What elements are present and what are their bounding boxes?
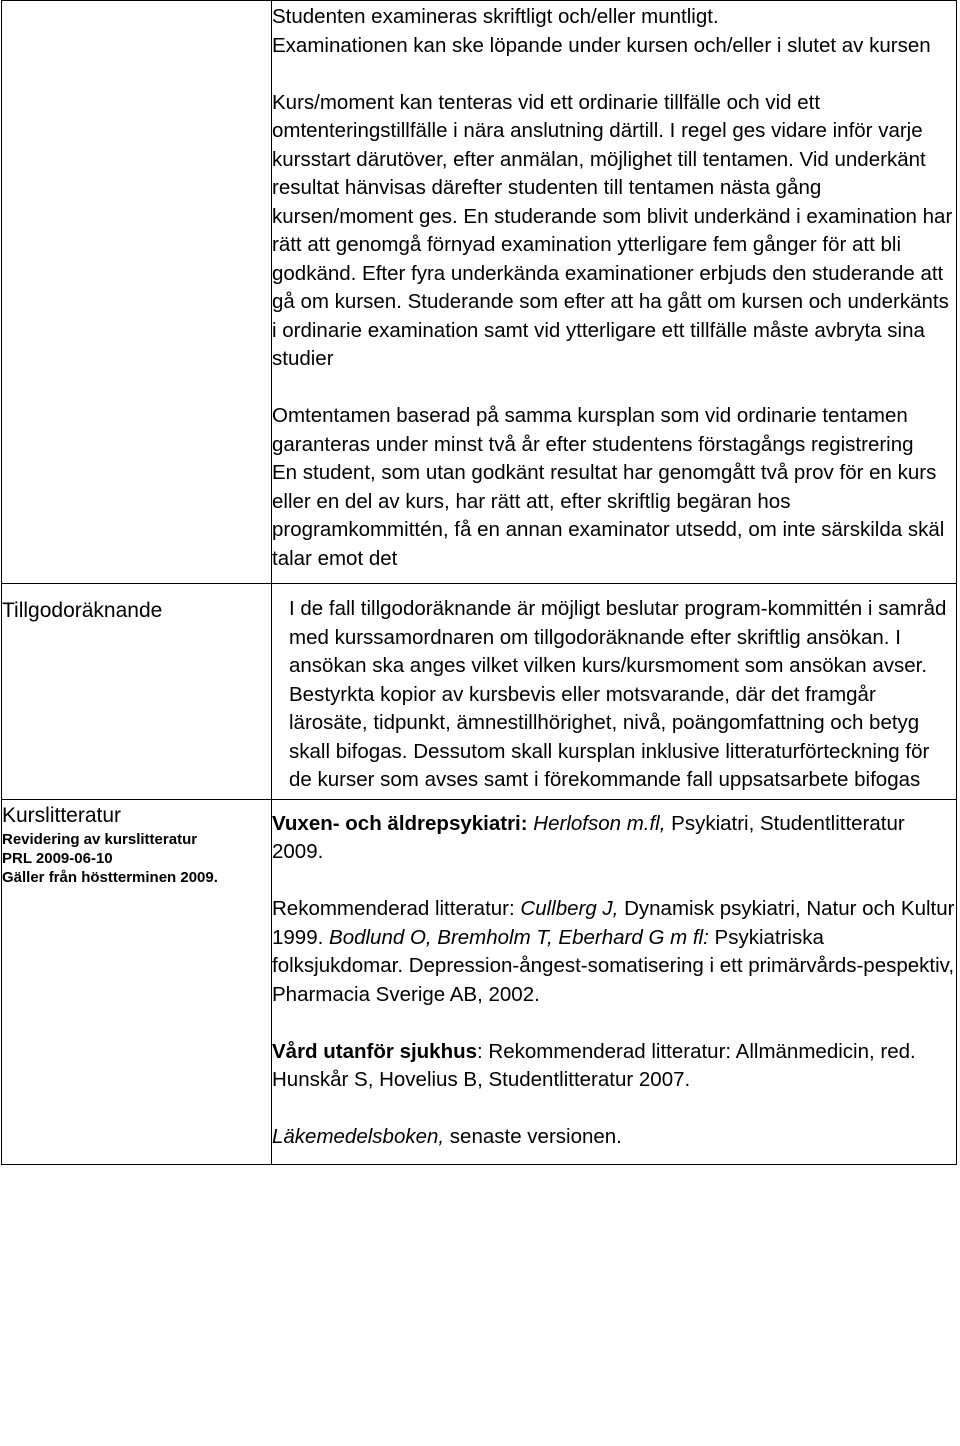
- vard-text: : Rekommenderad litteratur: Allmänmedicin, red. Hunskår S, Hovelius B, Studentlitteratur 2007.: [272, 1039, 916, 1091]
- rek-title-2: Psykiatriska folksjukdomar. Depression-ångest-somatisering i ett primärvårds-pespektiv, Pharmacia Sverige AB, 2002.: [272, 925, 955, 1006]
- litteratur-revision: Revidering av kurslitteratur: [2, 830, 198, 848]
- tillgodo-content-cell: [272, 584, 957, 800]
- tillgodo-row: [2, 584, 957, 800]
- litteratur-content-cell: [272, 799, 957, 1164]
- litteratur-heading: Kurslitteratur: [2, 803, 122, 827]
- rek-author-1: Cullberg J,: [520, 897, 619, 920]
- examination-guarantee: Omtentamen baserad på samma kursplan som vid ordinarie tentamen garanteras under minst två år efter studentens förstagångs registrering: [272, 404, 914, 456]
- tillgodo-heading: Tillgodoräknande: [2, 599, 163, 622]
- examination-new-examiner: En student, som utan godkänt resultat har genomgått två prov för en kurs eller en del av kurs, har rätt att, efter skriftlig begäran hos programkommittén, få en annan examinator utsedd, om inte särskilda skäl talar emot det: [272, 461, 945, 570]
- litteratur-rekommenderad: [272, 895, 956, 1009]
- rek-author-2: Bodlund O, Bremholm T, Eberhard G m fl:: [329, 925, 709, 949]
- examination-row: [2, 1, 957, 584]
- lakemedel-title: Läkemedelsboken,: [272, 1125, 445, 1148]
- rek-title-1: Dynamisk psykiatri, Natur och Kultur 1999.: [272, 897, 955, 949]
- examination-text-1: Studenten examineras skriftligt och/eller muntligt.: [272, 5, 719, 28]
- litteratur-date: PRL 2009-06-10: [2, 849, 113, 867]
- examination-content-cell: [272, 1, 957, 584]
- examination-retake-rules: Kurs/moment kan tenteras vid ett ordinarie tillfälle och vid ett omtenteringstillfälle i nära anslutning därtill. I regel ges vidare inför varje kursstart därutöver, efter anmälan, möjlighet till tentamen. Vid underkänt resultat hänvisas därefter studenten till tentamen nästa gång kursen/moment ges. En studerande som blivit underkänd i examination har rätt att genomgå förnyad examination ytterligare fem gånger för att bli godkänd. Efter fyra underkända examinationer erbjuds den studerande att gå om kursen. Studerande som efter att ha gått om kursen och underkänts i ordinarie examination samt vid ytterligare ett tillfälle måste avbryta sina studier: [272, 90, 953, 370]
- litteratur-vuxen: [272, 810, 956, 867]
- vard-label: Vård utanför sjukhus: [272, 1039, 478, 1063]
- vuxen-title: Psykiatri, Studentlitteratur 2009.: [272, 811, 905, 863]
- examination-label-cell: [2, 1, 272, 584]
- litteratur-lakemedel: [272, 1123, 956, 1152]
- lakemedel-text: senaste versionen.: [449, 1125, 622, 1148]
- examination-text-2: Examinationen kan ske löpande under kursen och/eller i slutet av kursen: [272, 33, 931, 57]
- rek-label: Rekommenderad litteratur:: [272, 897, 515, 920]
- tillgodo-label-cell: [2, 584, 272, 800]
- litteratur-vard: [272, 1038, 956, 1095]
- litteratur-label-cell: [2, 799, 272, 1164]
- vuxen-label: Vuxen- och äldrepsykiatri:: [272, 811, 528, 835]
- tillgodo-text: I de fall tillgodoräknande är möjligt beslutar program-kommittén i samråd med kurssamordnaren om tillgodoräknande efter skriftlig ansökan. I ansökan ska anges vilket vilken kurs/kursmoment som ansökan avser. Bestyrkta kopior av kursbevis eller motsvarande, där det framgår lärosäte, tidpunkt, ämnestillhörighet, nivå, poängomfattning och betyg skall bifogas. Dessutom skall kursplan inklusive litteraturförteckning för de kurser som avses samt i förekommande fall uppsatsarbete bifogas: [289, 597, 947, 791]
- litteratur-row: [2, 799, 957, 1164]
- litteratur-valid-from: Gäller från höstterminen 2009.: [2, 868, 218, 886]
- vuxen-author: Herlofson m.fl,: [533, 811, 666, 835]
- course-plan-table: [1, 0, 957, 1165]
